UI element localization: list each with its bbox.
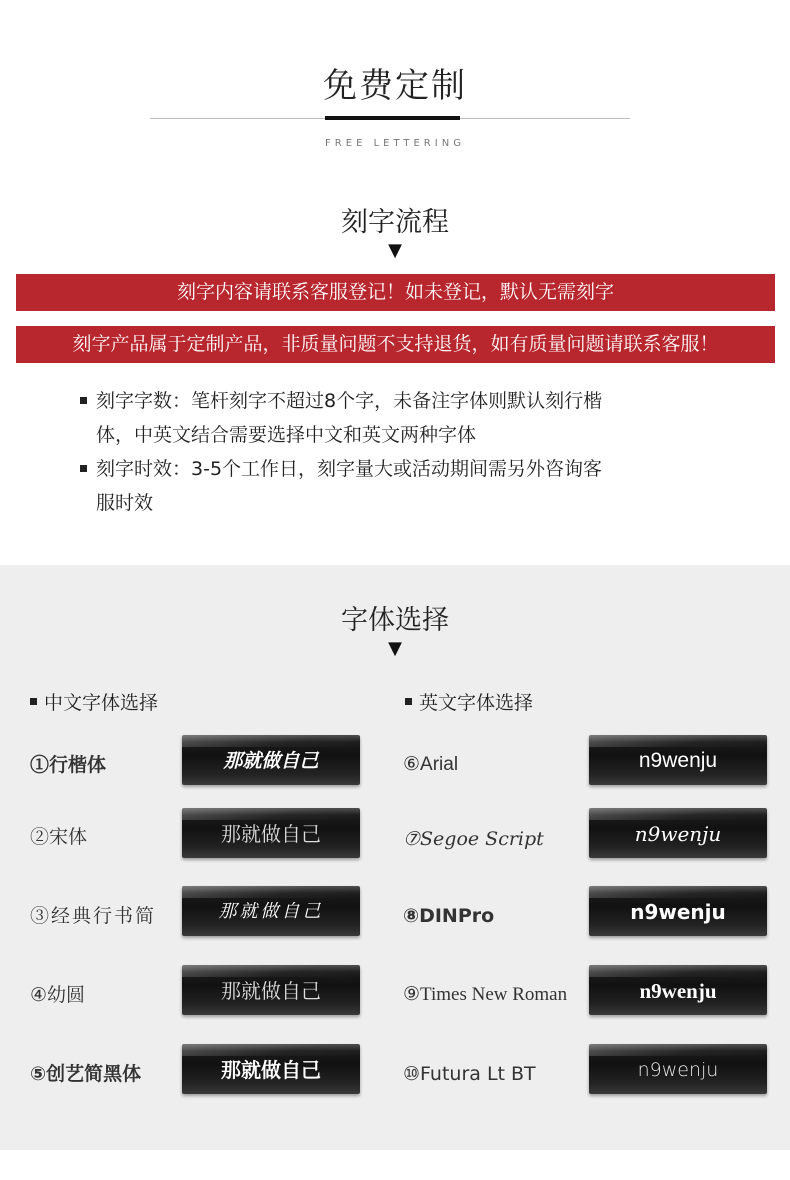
pen-engraving-preview[interactable] [589, 965, 767, 1015]
pen-engraving-preview[interactable] [589, 886, 767, 936]
english-fonts-heading: 英文字体选择 [405, 688, 533, 715]
bullet-square-icon [405, 698, 412, 705]
engraving-sample: n9wenju [638, 749, 718, 772]
bullet-square-icon [30, 698, 37, 705]
engraving-sample: n9wenju [634, 822, 722, 846]
note-item-character-limit: 刻字字数：笔杆刻字不超过8个字，未备注字体则默认刻行楷 体，中英文结合需要选择中文和英文两种字体 [78, 384, 718, 452]
font-option-label[interactable]: ⑨Times New Roman [403, 984, 568, 1005]
engraving-sample: 那就做自己 [223, 750, 319, 772]
font-option-label[interactable]: ⑥Arial [403, 754, 459, 775]
pen-engraving-preview[interactable] [182, 735, 360, 785]
down-arrow-icon: ▼ [388, 240, 402, 261]
pen-engraving-preview[interactable] [182, 808, 360, 858]
font-option-label[interactable]: ③经典行书简 [30, 905, 157, 927]
process-heading: 刻字流程 [341, 207, 449, 238]
pen-engraving-preview[interactable] [589, 735, 767, 785]
bullet-square-icon [80, 397, 87, 404]
engraving-sample: n9wenju [630, 900, 726, 924]
pen-engraving-preview[interactable] [182, 965, 360, 1015]
engraving-sample: 那就做自己 [221, 822, 321, 846]
engraving-sample: n9wenju [639, 979, 717, 1003]
font-option-label[interactable]: ⑧DINPro [403, 905, 495, 927]
engraving-sample: 那就做自己 [221, 979, 321, 1003]
notice-banner-return-policy: 刻字产品属于定制产品，非质量问题不支持退货，如有质量问题请联系客服！ [16, 326, 775, 363]
font-option-label[interactable]: ④幼圆 [30, 984, 86, 1006]
pen-engraving-preview[interactable] [589, 1044, 767, 1094]
font-option-label[interactable]: ⑦Segoe Script [403, 828, 544, 850]
engraving-sample: 那就做自己 [221, 1058, 321, 1082]
font-option-label[interactable]: ⑩Futura Lt BT [403, 1063, 536, 1085]
page-title: 免费定制 [323, 66, 467, 106]
engraving-sample: 那就做自己 [218, 901, 324, 922]
title-divider-accent [325, 116, 460, 120]
notice-banner-register: 刻字内容请联系客服登记！如未登记，默认无需刻字 [16, 274, 775, 311]
font-option-label[interactable]: ⑤创艺简黑体 [30, 1063, 142, 1085]
font-option-label[interactable]: ②宋体 [30, 826, 88, 848]
pen-engraving-preview[interactable] [182, 886, 360, 936]
pen-engraving-preview[interactable] [589, 808, 767, 858]
down-arrow-icon: ▼ [388, 638, 402, 659]
font-option-label[interactable]: ①行楷体 [30, 754, 107, 776]
bullet-square-icon [80, 465, 87, 472]
process-notes [78, 384, 718, 520]
page-subtitle: FREE LETTERING [325, 138, 465, 149]
engraving-sample: n9wenju [637, 1059, 719, 1081]
note-item-turnaround: 刻字时效：3-5个工作日，刻字量大或活动期间需另外咨询客 服时效 [78, 452, 718, 520]
font-selection-heading: 字体选择 [341, 605, 449, 636]
chinese-fonts-heading: 中文字体选择 [30, 688, 158, 715]
pen-engraving-preview[interactable] [182, 1044, 360, 1094]
